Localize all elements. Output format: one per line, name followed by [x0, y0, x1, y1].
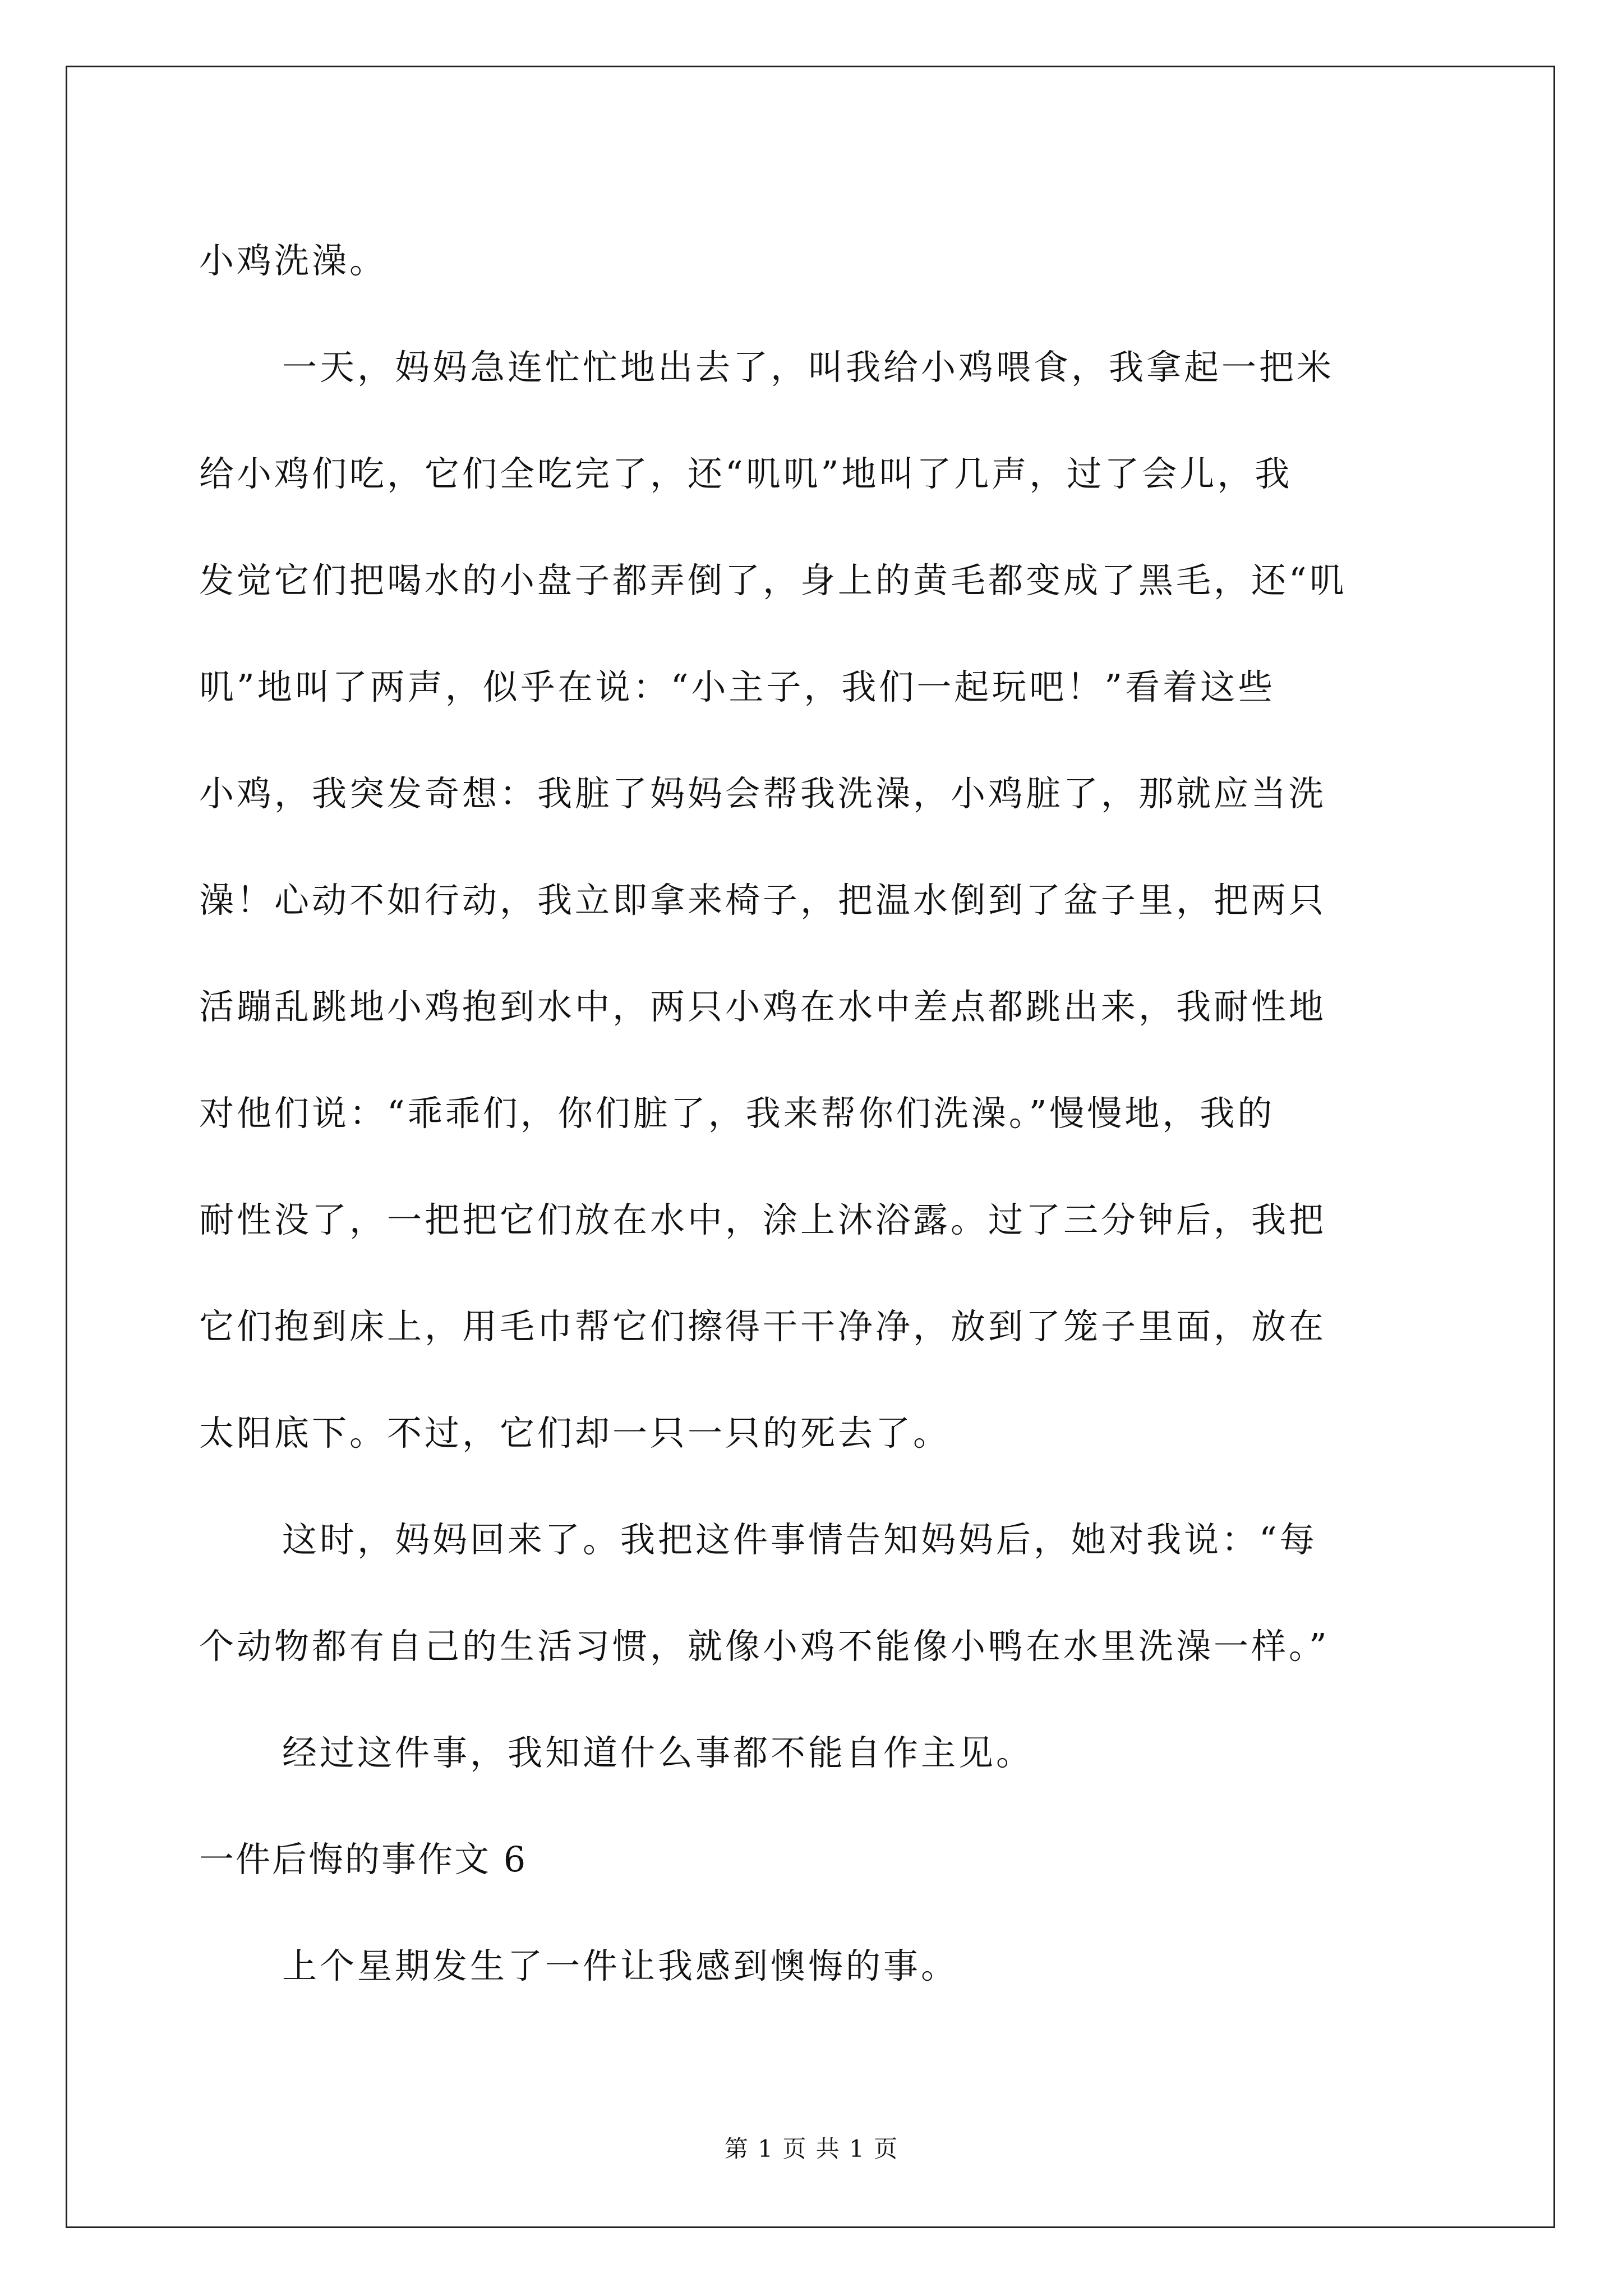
- document-body: [199, 208, 1427, 2019]
- paragraph-line: 上个星期发生了一件让我感到懊悔的事。: [282, 1945, 959, 1986]
- paragraph-line: 一天，妈妈急连忙忙地出去了，叫我给小鸡喂食，我拿起一把米: [282, 347, 1335, 388]
- paragraph-line: 小鸡，我突发奇想：我脏了妈妈会帮我洗澡，小鸡脏了，那就应当洗: [199, 773, 1327, 814]
- paragraph-line: 个动物都有自己的生活习惯，就像小鸡不能像小鸭在水里洗澡一样。”: [199, 1626, 1330, 1667]
- paragraph-line: 太阳底下。不过，它们却一只一只的死去了。: [199, 1412, 951, 1453]
- paragraph-line: 澡！心动不如行动，我立即拿来椅子，把温水倒到了盆子里，把两只: [199, 880, 1327, 921]
- paragraph-line: 叽”地叫了两声，似乎在说：“小主子，我们一起玩吧！”看着这些: [199, 666, 1276, 707]
- paragraph-line: 小鸡洗澡。: [199, 240, 388, 281]
- paragraph-line: 它们抱到床上，用毛巾帮它们擦得干干净净，放到了笼子里面，放在: [199, 1306, 1327, 1347]
- paragraph-line: 活蹦乱跳地小鸡抱到水中，两只小鸡在水中差点都跳出来，我耐性地: [199, 986, 1327, 1027]
- paragraph-line: 耐性没了，一把把它们放在水中，涂上沐浴露。过了三分钟后，我把: [199, 1199, 1327, 1240]
- paragraph-line: 经过这件事，我知道什么事都不能自作主见。: [282, 1732, 1034, 1773]
- section-heading: 一件后悔的事作文 6: [199, 1839, 528, 1880]
- page-footer: 第 1 页 共 1 页: [724, 2135, 899, 2162]
- paragraph-line: 这时，妈妈回来了。我把这件事情告知妈妈后，她对我说：“每: [282, 1519, 1317, 1560]
- paragraph-line: 给小鸡们吃，它们全吃完了，还“叽叽”地叫了几声，过了会儿，我: [199, 453, 1293, 494]
- paragraph-line: 对他们说：“乖乖们，你们脏了，我来帮你们洗澡。”慢慢地，我的: [199, 1093, 1275, 1134]
- paragraph-line: 发觉它们把喝水的小盘子都弄倒了，身上的黄毛都变成了黑毛，还“叽: [199, 560, 1347, 601]
